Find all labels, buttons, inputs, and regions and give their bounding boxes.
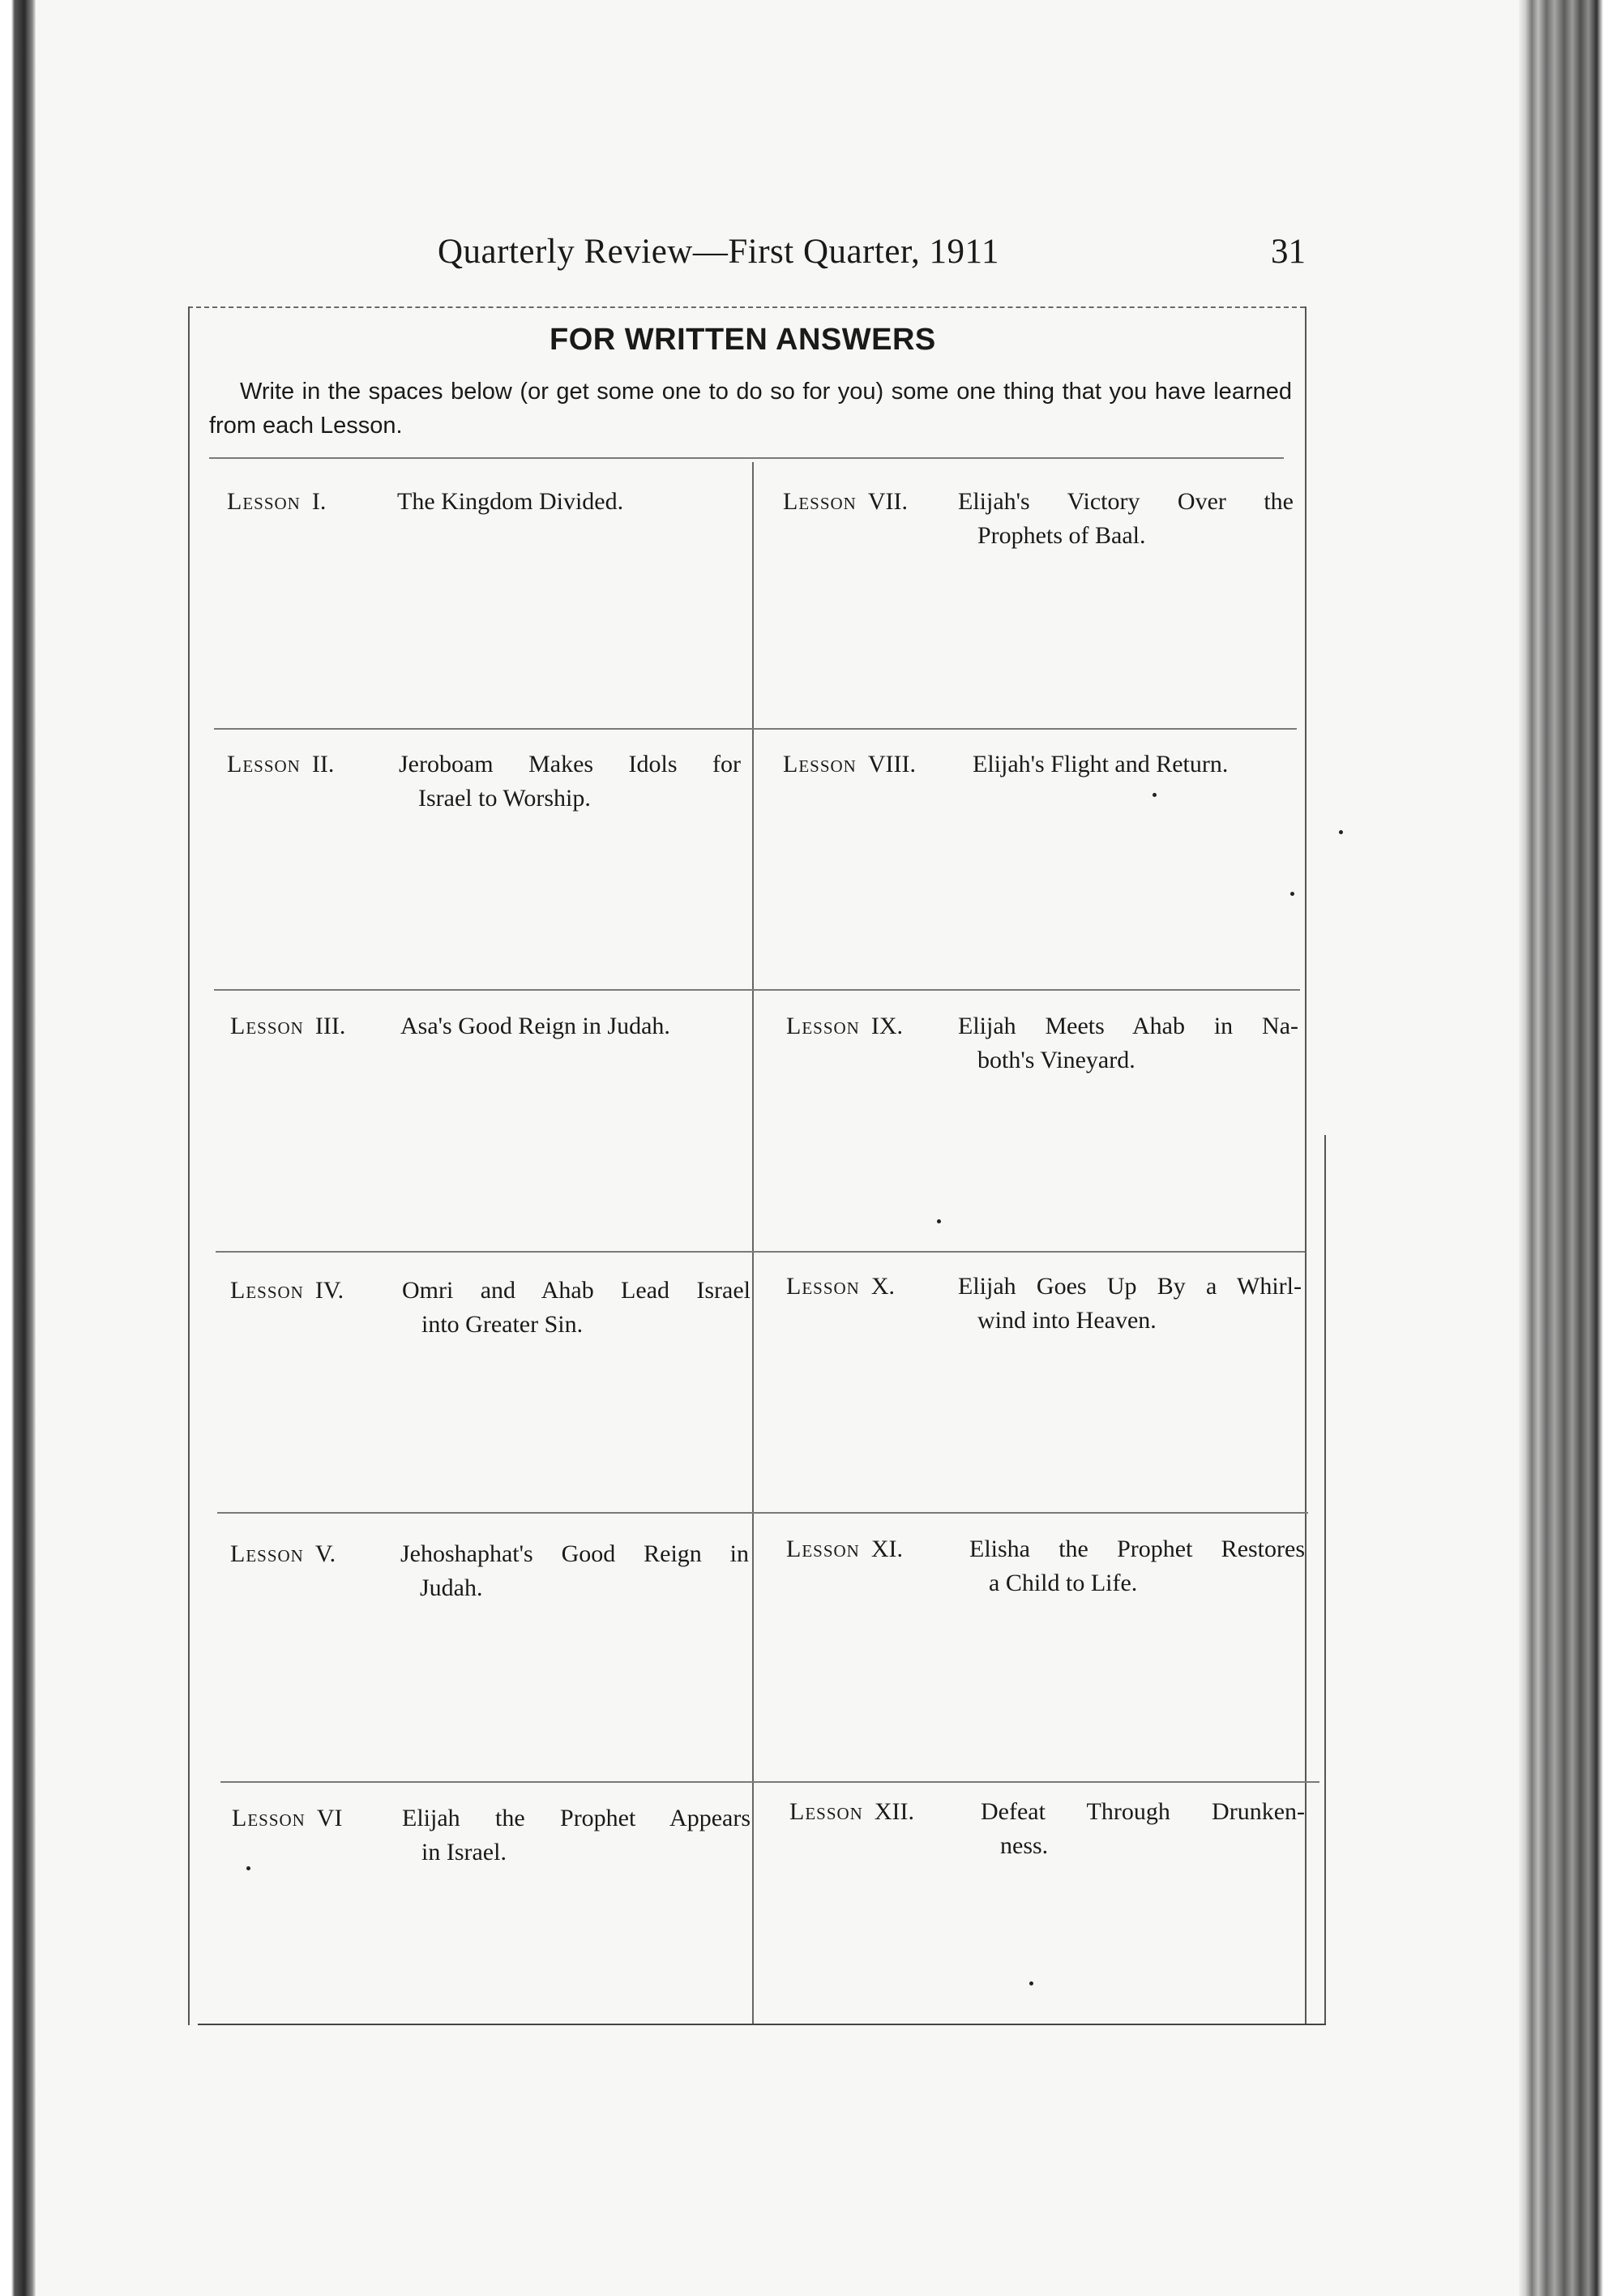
print-speck: [246, 1866, 250, 1870]
row-divider-5: [220, 1781, 1319, 1783]
lesson-title-line1: Jehoshaphat's Good Reign in: [400, 1540, 749, 1567]
lesson-title-line2: ness.: [1000, 1832, 1049, 1859]
lesson-title-line1: Elisha the Prophet Restores: [969, 1536, 1305, 1562]
print-speck: [937, 1219, 941, 1223]
instructions-rule: [209, 457, 1284, 459]
row-divider-4: [217, 1512, 1308, 1514]
lesson-title-line2: Judah.: [420, 1574, 483, 1601]
lesson-title-line2: both's Vineyard.: [977, 1047, 1135, 1073]
left-page-edge: [0, 0, 36, 2296]
right-page-edge: [1519, 0, 1608, 2296]
column-divider: [752, 462, 754, 2024]
print-speck: [1153, 793, 1157, 797]
lesson-title-line1: Jeroboam Makes Idols for: [399, 751, 741, 777]
lesson-title-line1: Elijah Meets Ahab in Na-: [958, 1013, 1298, 1039]
lesson-label: Lesson: [783, 751, 857, 777]
lesson-title-line1: Elijah the Prophet Appears: [402, 1805, 751, 1831]
lesson-number: V.: [314, 1540, 336, 1567]
print-speck: [1339, 830, 1343, 834]
lesson-label: Lesson: [232, 1805, 306, 1831]
lesson-title-line1: Elijah Goes Up By a Whirl-: [958, 1273, 1302, 1300]
section-title: FOR WRITTEN ANSWERS: [550, 323, 936, 357]
lesson-label: Lesson: [786, 1013, 860, 1039]
lesson-number: X.: [870, 1273, 896, 1300]
lesson-number: VI: [316, 1805, 343, 1831]
box-right-border: [1305, 306, 1306, 2025]
lesson-number: VII.: [867, 488, 908, 515]
lesson-title-line2: into Greater Sin.: [421, 1311, 584, 1338]
book-page: Quarterly Review—First Quarter, 1911 31 FOR WRITTEN ANSWERS Write in the spaces below (or get some one to do so for you) some one thing that you have learned from each Lesson. Lesson I. The Kingdom Divided. Lesson II. Jeroboam Makes Idols for Israel to Worship. Lesson III. Asa's Good Reign in Judah. Lesson IV. Omri and Ahab Lead Israel into Greater Sin. Lesson V. Jehoshaphat's Good Reign in Judah. Lesson VI Elijah the Prophet Appears in Israel. Lesson VII. Elijah's Victory Over the Prophets of Baal. Lesson VIII. Elijah's Flight and Return. Lesson IX. Elijah Meets Ahab in Na- both's Vineyard. Lesson X. Elijah Goes Up By a Whirl- wind into Heaven. Lesson XI. Elisha the Prophet Restores a Child to Life. Lesson XII. Defeat Through Drunken- ness.: [0, 0, 1608, 2296]
lesson-number: XI.: [870, 1536, 903, 1562]
lesson-title-line2: a Child to Life.: [989, 1570, 1138, 1596]
running-header-title: Quarterly Review—First Quarter, 1911: [438, 233, 999, 271]
box-top-border: [188, 306, 1305, 310]
row-divider-3: [216, 1251, 1305, 1253]
lesson-label: Lesson: [230, 1013, 304, 1039]
lesson-label: Lesson: [227, 751, 301, 777]
lesson-label: Lesson: [786, 1536, 860, 1562]
lesson-number: I.: [311, 488, 327, 515]
row-divider-2: [214, 989, 1300, 991]
lesson-label: Lesson: [227, 488, 301, 515]
box-right-border-lower: [1324, 1135, 1326, 2025]
instructions-text: Write in the spaces below (or get some one to do so for you) some one thing that you have learned from each Lesson.: [209, 379, 1292, 439]
lesson-number: IX.: [870, 1013, 903, 1039]
print-speck: [1029, 1981, 1033, 1985]
lesson-label: Lesson: [230, 1540, 304, 1567]
lesson-number: IV.: [314, 1277, 344, 1304]
row-divider-1: [214, 728, 1297, 730]
lesson-title-line1: Omri and Ahab Lead Israel: [402, 1277, 751, 1304]
lesson-title-line2: wind into Heaven.: [977, 1307, 1157, 1334]
lesson-number: VIII.: [867, 751, 916, 777]
box-left-border: [188, 306, 190, 2025]
lesson-title-line2: Israel to Worship.: [418, 785, 591, 812]
print-speck: [1290, 892, 1294, 896]
box-bottom-border: [198, 2024, 1326, 2025]
lesson-number: XII.: [874, 1798, 914, 1825]
lesson-label: Lesson: [786, 1273, 860, 1300]
lesson-label: Lesson: [230, 1277, 304, 1304]
lesson-label: Lesson: [789, 1798, 863, 1825]
lesson-label: Lesson: [783, 488, 857, 515]
lesson-title-line1: Elijah's Victory Over the: [958, 488, 1294, 515]
lesson-title-line2: in Israel.: [421, 1839, 507, 1866]
page-number: 31: [1271, 233, 1306, 271]
lesson-title-line2: Prophets of Baal.: [977, 522, 1146, 549]
lesson-title-line1: Defeat Through Drunken-: [981, 1798, 1305, 1825]
lesson-number: II.: [311, 751, 335, 777]
lesson-number: III.: [314, 1013, 346, 1039]
